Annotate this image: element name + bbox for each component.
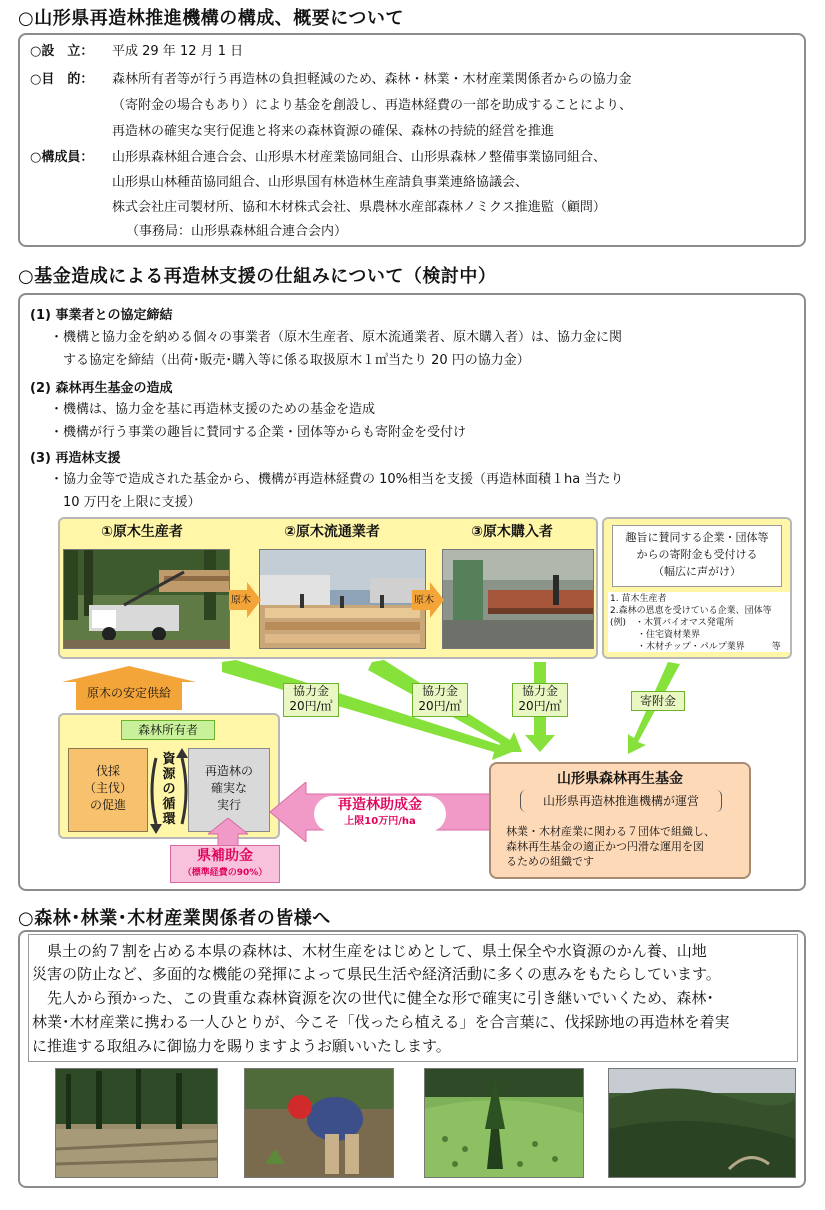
step-distributor: ②原木流通業者	[284, 524, 380, 540]
cycle-char-3: の	[162, 782, 176, 797]
established-label: ○設 立：	[30, 44, 94, 59]
purpose-line-2: （寄附金の場合もあり）により基金を創設し、再造林経費の一部を助成することにより、	[112, 98, 633, 113]
purpose-line-1: 森林所有者等が行う再造林の負担軽減のため、森林・林業・木材産業関係者からの協力金	[112, 72, 632, 87]
message-line-2: 災害の防止など、多面的な機能の発揮によって県民生活や経済活動に多くの恵みをもたらしています。	[32, 965, 721, 983]
message-line-5: に推進する取組みに御協力を賜りますようお願いいたします。	[32, 1037, 451, 1055]
section3-heading: ○森林･林業･木材産業関係者の皆様へ	[18, 908, 331, 929]
message-line-3: 先人から預かった、この貴重な森林資源を次の世代に健全な形で確実に引き継いでいくため、森林･	[32, 989, 714, 1007]
members-label: ○構成員：	[30, 150, 94, 165]
members-line-2: 山形県山林種苗協同組合、山形県国有林造林生産請負事業連絡協議会、	[112, 175, 529, 190]
reforestation-subsidy-title: 再造林助成金	[338, 797, 422, 813]
donor-list-1: 1. 苗木生産者	[610, 594, 667, 604]
prefecture-subsidy-box	[170, 845, 280, 883]
resource-cycle-label	[158, 752, 180, 827]
replant-line-3: 実行	[216, 798, 241, 812]
donor-title-line-3: （幅広に声がけ）	[653, 565, 741, 578]
item1-title: (1) 事業者との協定締結	[30, 308, 173, 323]
harvest-line-2: （主伐）	[83, 781, 132, 795]
message-line-1: 県土の約７割を占める本県の森林は、木材生産をはじめとして、県土保全や水資源のかん養、山地	[32, 942, 707, 960]
purpose-line-3: 再造林の確実な実行促進と将来の森林資源の確保、森林の持続的経営を推進	[112, 124, 555, 139]
supply-label: 原木の安定供給	[86, 686, 171, 700]
fund-description	[506, 824, 715, 869]
harvest-line-3: の促進	[89, 798, 126, 812]
fund-operator: 山形県再造林推進機構が運営	[520, 790, 722, 812]
photo-young-plantation	[424, 1068, 584, 1178]
fund-desc-line-1: 林業・木材産業に関わる７団体で組織し、	[506, 825, 715, 838]
contribution-3-rate: 20円/㎥	[518, 699, 562, 713]
contribution-1-name: 協力金	[292, 684, 329, 698]
contribution-label-2	[412, 683, 468, 717]
contribution-1-rate: 20円/㎥	[289, 699, 333, 713]
donor-list-4: ・住宅資材業界	[610, 630, 701, 640]
contribution-label-1	[283, 683, 339, 717]
members-line-4: （事務局：山形県森林組合連合会内）	[126, 224, 348, 239]
purpose-label: ○目 的：	[30, 72, 94, 87]
prefecture-subsidy-sub: （標準経費の90%）	[182, 868, 268, 878]
item2-title: (2) 森林再生基金の造成	[30, 381, 173, 396]
item1-line-2: する協定を締結（出荷･販売･購入等に係る取扱原木１㎥当たり 20 円の協力金）	[50, 353, 530, 368]
fund-desc-line-2: 森林再生基金の適正かつ円滑な運用を図	[506, 840, 704, 853]
photo-clearcut	[55, 1068, 218, 1178]
contribution-2-name: 協力金	[421, 684, 458, 698]
established-value: 平成 29 年 12 月 1 日	[112, 44, 244, 59]
donor-list-3: (例) ・木質バイオマス発電所	[610, 618, 734, 628]
prefecture-subsidy-arrow	[208, 818, 248, 846]
donor-title-line-2: からの寄附金も受付ける	[636, 548, 758, 561]
cycle-char-5: 環	[162, 812, 176, 827]
reforestation-subsidy-label	[314, 796, 446, 832]
step-producer: ①原木生産者	[101, 524, 183, 540]
replant-line-1: 再造林の	[204, 764, 253, 778]
contribution-label-3	[512, 683, 568, 717]
arrow-log-2-label: 原木	[414, 595, 434, 606]
harvest-line-1: 伐採	[95, 764, 120, 778]
cycle-char-2: 源	[162, 767, 176, 782]
cycle-char-4: 循	[162, 797, 176, 812]
forest-owner-title: 森林所有者	[121, 720, 215, 740]
photo-planting	[244, 1068, 394, 1178]
arrow-log-1-label: 原木	[231, 595, 251, 606]
donation-label: 寄附金	[631, 691, 685, 711]
prefecture-subsidy-title: 県補助金	[197, 848, 253, 864]
item1-line-1: ・機構と協力金を納める個々の事業者（原木生産者、原木流通業者、原木購入者）は、協力金に関	[50, 330, 623, 345]
donor-list-5: ・木材チップ・パルプ業界 等	[610, 642, 781, 652]
contribution-2-rate: 20円/㎥	[418, 699, 462, 713]
cycle-char-1: 資	[162, 752, 176, 767]
members-line-1: 山形県森林組合連合会、山形県木材産業協同組合、山形県森林ノ整備事業協同組合、	[112, 150, 607, 165]
item3-line-1: ・協力金等で造成された基金から、機構が再造林経費の 10%相当を支援（再造林面積１ha 当たり	[50, 472, 624, 487]
donor-list-2: 2.森林の恩恵を受けている企業、団体等	[610, 606, 772, 616]
photo-forest-aerial	[608, 1068, 796, 1178]
item2-line-2: ・機構が行う事業の趣旨に賛同する企業・団体等からも寄附金を受付け	[50, 425, 467, 440]
donor-title-line-1: 趣旨に賛同する企業・団体等	[625, 531, 769, 544]
members-line-3: 株式会社庄司製材所、協和木材株式会社、県農林水産部森林ノミクス推進監（顧問）	[112, 200, 606, 215]
section2-heading: ○基金造成による再造林支援の仕組みについて（検討中）	[18, 266, 497, 287]
contribution-3-name: 協力金	[521, 684, 558, 698]
message-line-4: 林業･木材産業に携わる一人ひとりが、今こそ「伐ったら植える」を合言葉に、伐採跡地の再造林を着実	[32, 1013, 730, 1031]
item3-line-2: 10 万円を上限に支援）	[50, 495, 201, 510]
step-buyer: ③原木購入者	[471, 524, 553, 540]
section1-heading: ○山形県再造林推進機構の構成、概要について	[18, 8, 404, 29]
harvest-box	[68, 748, 148, 832]
fund-desc-line-3: るための組織です	[506, 855, 594, 868]
item3-title: (3) 再造林支援	[30, 451, 121, 466]
replant-line-2: 確実な	[210, 781, 247, 795]
reforestation-subsidy-sub: 上限10万円/ha	[344, 816, 416, 827]
fund-title: 山形県森林再生基金	[557, 771, 683, 787]
item2-line-1: ・機構は、協力金を基に再造林支援のための基金を造成	[50, 402, 376, 417]
